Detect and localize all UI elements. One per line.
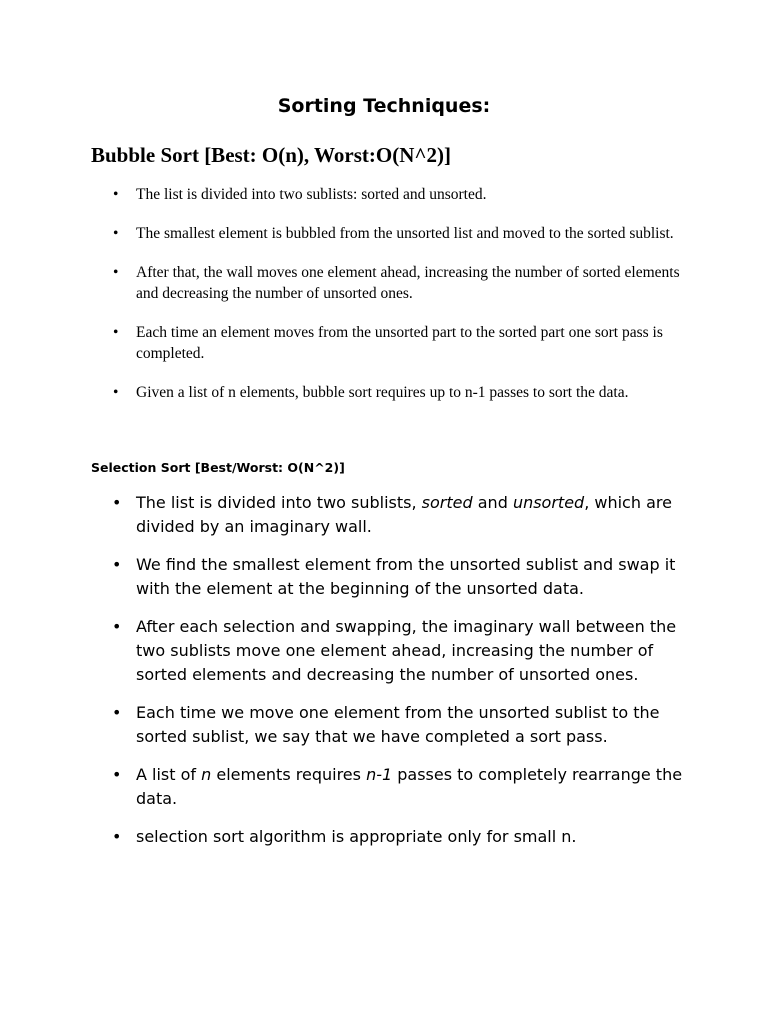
bullet-icon: • [112,617,122,636]
bubble-sort-item-text: Given a list of n elements, bubble sort requires up to n-1 passes to sort the data. [136,384,629,401]
bullet-icon: • [112,765,122,784]
bubble-sort-item [0,184,768,205]
bullet-icon: • [113,384,119,401]
bubble-sort-item-text: After that, the wall moves one element ahead, increasing the number of sorted elements and decreasing the number of unsorted ones. [136,264,680,302]
selection-sort-item-text: We find the smallest element from the unsorted sublist and swap it with the element at the beginning of the unsorted data. [136,555,676,598]
bubble-sort-item-text: The list is divided into two sublists: sorted and unsorted. [136,186,487,203]
bubble-sort-item [0,322,768,364]
bubble-sort-item [0,262,768,304]
selection-sort-item-text: A list of n elements requires n-1 passes to completely rearrange the data. [136,765,683,808]
bubble-sort-item [0,223,768,244]
bubble-sort-list [0,184,768,403]
bullet-icon: • [113,324,119,341]
selection-sort-item [0,763,768,811]
selection-sort-item-text: After each selection and swapping, the imaginary wall between the two sublists move one element ahead, increasing the number of sorted elements and decreasing the number of unsorted ones. [136,617,677,684]
bubble-sort-item-text: Each time an element moves from the unsorted part to the sorted part one sort pass is completed. [136,324,663,362]
bubble-sort-item [0,382,768,403]
bullet-icon: • [112,703,122,722]
bullet-icon: • [113,225,119,242]
bubble-sort-heading: Bubble Sort [Best: O(n), Worst:O(N^2)] [91,143,452,167]
bullet-icon: • [112,493,122,512]
bullet-icon: • [112,555,122,574]
bullet-icon: • [113,264,119,281]
selection-sort-heading: Selection Sort [Best/Worst: O(N^2)] [91,460,345,475]
selection-sort-item [0,615,768,687]
selection-sort-list [0,491,768,849]
bubble-sort-item-text: The smallest element is bubbled from the unsorted list and moved to the sorted sublist. [136,225,674,242]
selection-sort-item [0,701,768,749]
selection-sort-item [0,491,768,539]
bullet-icon: • [113,186,119,203]
selection-sort-item-text: The list is divided into two sublists, sorted and unsorted, which are divided by an imaginary wall. [136,493,672,536]
selection-sort-item [0,553,768,601]
selection-sort-item [0,825,768,849]
selection-sort-item-text: Each time we move one element from the unsorted sublist to the sorted sublist, we say that we have completed a sort pass. [136,703,660,746]
selection-sort-item-text: selection sort algorithm is appropriate only for small n. [136,827,577,846]
page-title: Sorting Techniques: [277,95,491,117]
bullet-icon: • [112,827,122,846]
